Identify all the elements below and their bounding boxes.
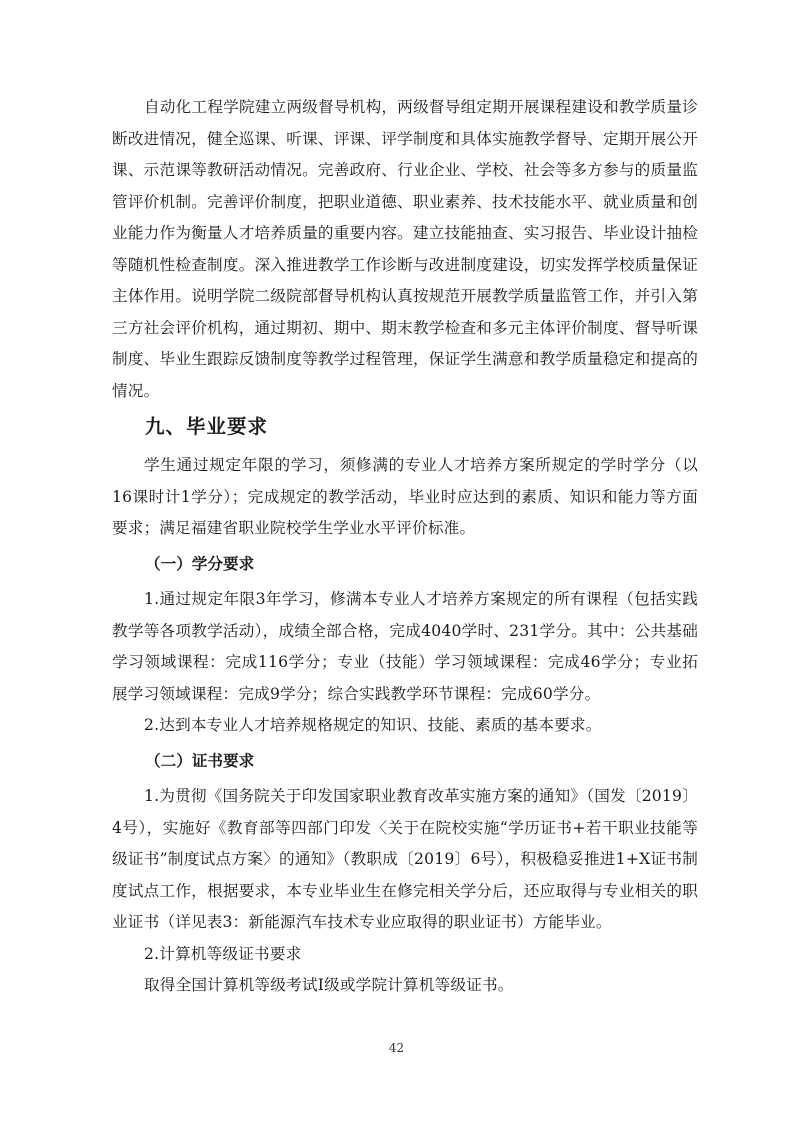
certificate-requirements-block	[112, 781, 698, 1002]
page-number: 42	[388, 1041, 405, 1055]
credit-requirements-heading: （一）学分要求	[145, 555, 255, 573]
credit-item-1: 1.通过规定年限3年学习，修满本专业人才培养方案规定的所有课程（包括实践教学等各项教学活动），成绩全部合格，完成4040学时、231学分。其中：公共基础学习领域课程：完成116学分；专业（技能）学习领域课程：完成46学分；专业拓展学习领域课程：完成9学分；综合实践教学环节课程：完成60学分。	[112, 590, 698, 703]
graduation-intro-paragraph: 学生通过规定年限的学习，须修满的专业人才培养方案所规定的学时学分（以16课时计1学分）；完成规定的教学活动，毕业时应达到的素质、知识和能力等方面要求；满足福建省职业院校学生学业水平评价标准。	[112, 456, 698, 537]
graduation-intro-block	[112, 450, 698, 545]
graduation-requirements-heading: 九、毕业要求	[145, 415, 269, 438]
credit-item-2: 2.达到本专业人才培养规格规定的知识、技能、素质的基本要求。	[144, 716, 602, 734]
certificate-item-3: 取得全国计算机等级考试Ⅰ级或学院计算机等级证书。	[144, 976, 514, 994]
quality-monitoring-paragraph: 自动化工程学院建立两级督导机构，两级督导组定期开展课程建设和教学质量诊断改进情况，健全巡课、听课、评课、评学制度和具体实施教学督导、定期开展公开课、示范课等教研活动情况。完善政府、行业企业、学校、社会等多方参与的质量监管评价机制。完善评价制度，把职业道德、职业素养、技术技能水平、就业质量和创业能力作为衡量人才培养质量的重要内容。建立技能抽查、实习报告、毕业设计抽检等随机性检查制度。深入推进教学工作诊断与改进制度建设，切实发挥学校质量保证主体作用。说明学院二级院部督导机构认真按规范开展教学质量监管工作，并引入第三方社会评价机构，通过期初、期中、期末教学检查和多元主体评价制度、督导听课制度、毕业生跟踪反馈制度等教学过程管理，保证学生满意和教学质量稳定和提高的情况。	[112, 98, 698, 400]
certificate-requirements-heading: （二）证书要求	[145, 752, 255, 770]
quality-monitoring-section	[112, 92, 698, 407]
credit-requirements-block	[112, 584, 698, 742]
certificate-item-1: 1.为贯彻《国务院关于印发国家职业教育改革实施方案的通知》（国发〔2019〕4号），实施好《教育部等四部门印发〈关于在院校实施“学历证书+若干职业技能等级证书”制度试点方案〉的通知》（教职成〔2019〕6号），积极稳妥推进1+X证书制度试点工作，根据要求，本专业毕业生在修完相关学分后，还应取得与专业相关的职业证书（详见表3：新能源汽车技术专业应取得的职业证书）方能毕业。	[112, 787, 698, 931]
certificate-item-2: 2.计算机等级证书要求	[144, 944, 302, 963]
